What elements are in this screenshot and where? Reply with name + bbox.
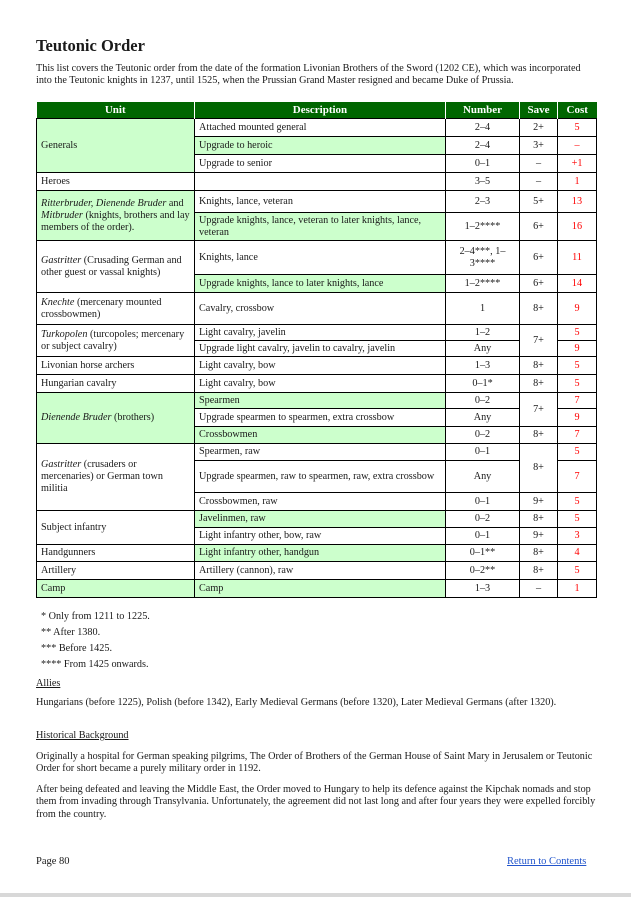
unit-name-italic: Mitbruder <box>41 209 83 221</box>
number-cell: 1–3 <box>446 580 520 598</box>
number-cell: 0–2 <box>446 393 520 409</box>
save-cell: 8+ <box>520 427 558 444</box>
footnotes <box>41 609 150 673</box>
unit-cell: Livonian horse archers <box>37 357 195 375</box>
cost-cell: 1 <box>558 173 597 191</box>
description-cell: Crossbowmen, raw <box>195 493 446 511</box>
number-cell: 2–4 <box>446 137 520 155</box>
unit-name-italic: Gastritter <box>41 254 82 266</box>
history-paragraph-2: After being defeated and leaving the Middle East, the Order moved to Hungary to help its defence against the Kipchak nomads and stop them from invading through Transylvania. Unfortunately, the agreement did not last long and after four years they were expelled forcibly from the country. <box>36 784 596 820</box>
table-row <box>37 375 597 393</box>
number-cell: 0–2 <box>446 511 520 528</box>
number-cell: 1 <box>446 293 520 325</box>
save-cell: 8+ <box>520 511 558 528</box>
cost-cell: 9 <box>558 341 597 357</box>
cost-cell: 5 <box>558 357 597 375</box>
save-cell: 6+ <box>520 275 558 293</box>
number-cell: 1–2**** <box>446 275 520 293</box>
cost-cell: 5 <box>558 375 597 393</box>
unit-name-italic: Gastritter <box>41 459 82 470</box>
unit-text: and <box>166 197 184 209</box>
table-header-row <box>37 102 597 119</box>
cost-cell: 5 <box>558 562 597 580</box>
allies-text: Hungarians (before 1225), Polish (before 1342), Early Medieval Germans (before 1320), Later Medieval Germans (after 1320). <box>36 697 557 708</box>
unit-cell: Hungarian cavalry <box>37 375 195 393</box>
table-row <box>37 545 597 562</box>
history-paragraph-1: Originally a hospital for German speaking pilgrims, The Order of Brothers of the German House of Saint Mary in Jerusalem or Teutonic Order for short became a purely military order in 1192. <box>36 751 593 775</box>
table-row <box>37 357 597 375</box>
save-cell: 8+ <box>520 293 558 325</box>
save-cell: 8+ <box>520 375 558 393</box>
description-cell: Upgrade to heroic <box>195 137 446 155</box>
number-cell: 0–1 <box>446 528 520 545</box>
unit-cell: Heroes <box>37 173 195 191</box>
table-row <box>37 444 597 461</box>
page-title: Teutonic Order <box>36 36 145 55</box>
unit-cell: Artillery <box>37 562 195 580</box>
table-row <box>37 580 597 598</box>
description-cell: Light cavalry, bow <box>195 357 446 375</box>
description-cell: Cavalry, crossbow <box>195 293 446 325</box>
cost-cell: 9 <box>558 293 597 325</box>
army-list-table <box>36 102 597 598</box>
unit-text: (brothers) <box>111 412 155 423</box>
description-cell: Upgrade spearmen, raw to spearmen, raw, extra crossbow <box>195 461 446 493</box>
save-cell: 2+ <box>520 119 558 137</box>
table-row <box>37 173 597 191</box>
cost-cell: 7 <box>558 427 597 444</box>
number-cell: 2–4 <box>446 119 520 137</box>
cost-cell: – <box>558 137 597 155</box>
cost-cell: 5 <box>558 325 597 341</box>
unit-cell: Subject infantry <box>37 511 195 545</box>
cost-cell: 13 <box>558 191 597 213</box>
save-cell: – <box>520 155 558 173</box>
unit-cell <box>37 241 195 293</box>
description-cell: Upgrade light cavalry, javelin to cavalry, javelin <box>195 341 446 357</box>
save-cell: 9+ <box>520 493 558 511</box>
number-cell: 0–1 <box>446 493 520 511</box>
number-cell: Any <box>446 341 520 357</box>
description-cell: Javelinmen, raw <box>195 511 446 528</box>
save-cell: 7+ <box>520 393 558 427</box>
unit-text: (knights, brothers and lay members of the order). <box>41 209 190 233</box>
description-cell: Light cavalry, javelin <box>195 325 446 341</box>
cost-cell: 5 <box>558 119 597 137</box>
intro-paragraph: This list covers the Teutonic order from the date of the formation Livonian Brothers of the Sword (1202 CE), which was incorporated into the Teutonic knights in 1237, until 1525, when the Prussian Grand Master resigned and became Duke of Prussia. <box>36 63 581 87</box>
header-cost: Cost <box>558 102 597 119</box>
number-cell: 2–4***, 1–3**** <box>446 241 520 275</box>
description-cell: Light cavalry, bow <box>195 375 446 393</box>
unit-cell <box>37 325 195 357</box>
header-unit: Unit <box>37 102 195 119</box>
header-description: Description <box>195 102 446 119</box>
description-cell: Camp <box>195 580 446 598</box>
cost-cell: 14 <box>558 275 597 293</box>
cost-cell: 9 <box>558 409 597 427</box>
table-row <box>37 393 597 409</box>
unit-cell: Camp <box>37 580 195 598</box>
header-number: Number <box>446 102 520 119</box>
description-cell: Crossbowmen <box>195 427 446 444</box>
cost-cell: 4 <box>558 545 597 562</box>
number-cell: 0–1** <box>446 545 520 562</box>
number-cell: 0–2 <box>446 427 520 444</box>
description-cell: Upgrade spearmen to spearmen, extra crossbow <box>195 409 446 427</box>
number-cell: 2–3 <box>446 191 520 213</box>
save-cell: 8+ <box>520 545 558 562</box>
unit-text: (Crusading German and other guest or vassal knights) <box>41 254 182 278</box>
number-cell: 1–2 <box>446 325 520 341</box>
number-cell: 0–1 <box>446 155 520 173</box>
number-cell: 1–3 <box>446 357 520 375</box>
description-cell: Upgrade knights, lance, veteran to later knights, lance, veteran <box>195 213 446 241</box>
footnote: * Only from 1211 to 1225. <box>41 611 150 622</box>
table-row <box>37 241 597 275</box>
cost-cell: 7 <box>558 393 597 409</box>
cost-cell: 7 <box>558 461 597 493</box>
table-row <box>37 119 597 137</box>
cost-cell: 11 <box>558 241 597 275</box>
description-cell: Light infantry other, handgun <box>195 545 446 562</box>
unit-cell <box>37 393 195 444</box>
number-cell: 0–1 <box>446 444 520 461</box>
return-to-contents-link[interactable]: Return to Contents <box>507 856 587 867</box>
footnote: *** Before 1425. <box>41 643 113 654</box>
cost-cell: 16 <box>558 213 597 241</box>
description-cell: Knights, lance <box>195 241 446 275</box>
save-cell: – <box>520 580 558 598</box>
footnote: ** After 1380. <box>41 627 101 638</box>
unit-cell <box>37 444 195 511</box>
cost-cell: 5 <box>558 511 597 528</box>
description-cell: Upgrade to senior <box>195 155 446 173</box>
save-cell: 3+ <box>520 137 558 155</box>
unit-name-italic: Turkopolen <box>41 328 88 340</box>
unit-cell <box>37 191 195 241</box>
unit-text: (turcopoles; mercenary or subject cavalry) <box>41 328 185 352</box>
number-cell: 0–1* <box>446 375 520 393</box>
number-cell: 1–2**** <box>446 213 520 241</box>
table-row <box>37 293 597 325</box>
number-cell: 3–5 <box>446 173 520 191</box>
page-number: Page 80 <box>36 856 70 867</box>
unit-cell: Generals <box>37 119 195 173</box>
header-save: Save <box>520 102 558 119</box>
number-cell: Any <box>446 461 520 493</box>
description-cell: Knights, lance, veteran <box>195 191 446 213</box>
save-cell: 7+ <box>520 325 558 357</box>
number-cell: Any <box>446 409 520 427</box>
cost-cell: 5 <box>558 444 597 461</box>
description-cell: Spearmen, raw <box>195 444 446 461</box>
table-row <box>37 511 597 528</box>
description-cell: Spearmen <box>195 393 446 409</box>
cost-cell: +1 <box>558 155 597 173</box>
save-cell: 6+ <box>520 213 558 241</box>
description-cell: Artillery (cannon), raw <box>195 562 446 580</box>
description-cell: Upgrade knights, lance to later knights, lance <box>195 275 446 293</box>
save-cell: 6+ <box>520 241 558 275</box>
unit-cell <box>37 293 195 325</box>
table-row <box>37 191 597 213</box>
history-heading: Historical Background <box>36 730 129 741</box>
cost-cell: 1 <box>558 580 597 598</box>
cost-cell: 5 <box>558 493 597 511</box>
unit-name-italic: Knechte <box>41 296 75 308</box>
save-cell: 8+ <box>520 357 558 375</box>
number-cell: 0–2** <box>446 562 520 580</box>
table-row <box>37 325 597 341</box>
save-cell: 9+ <box>520 528 558 545</box>
unit-text: (mercenary mounted crossbowmen) <box>41 296 162 320</box>
allies-heading: Allies <box>36 678 61 689</box>
save-cell: 5+ <box>520 191 558 213</box>
save-cell: – <box>520 173 558 191</box>
save-cell: 8+ <box>520 444 558 493</box>
unit-name-italic: Ritterbruder, Dienende Bruder <box>41 197 167 209</box>
description-cell <box>195 173 446 191</box>
description-cell: Light infantry other, bow, raw <box>195 528 446 545</box>
unit-text: (crusaders or mercenaries) or German town militia <box>41 459 163 494</box>
table-row <box>37 562 597 580</box>
footnote: **** From 1425 onwards. <box>41 659 149 670</box>
unit-name-italic: Dienende Bruder <box>41 412 112 423</box>
cost-cell: 3 <box>558 528 597 545</box>
page-bottom-edge <box>0 893 631 897</box>
save-cell: 8+ <box>520 562 558 580</box>
unit-cell: Handgunners <box>37 545 195 562</box>
description-cell: Attached mounted general <box>195 119 446 137</box>
